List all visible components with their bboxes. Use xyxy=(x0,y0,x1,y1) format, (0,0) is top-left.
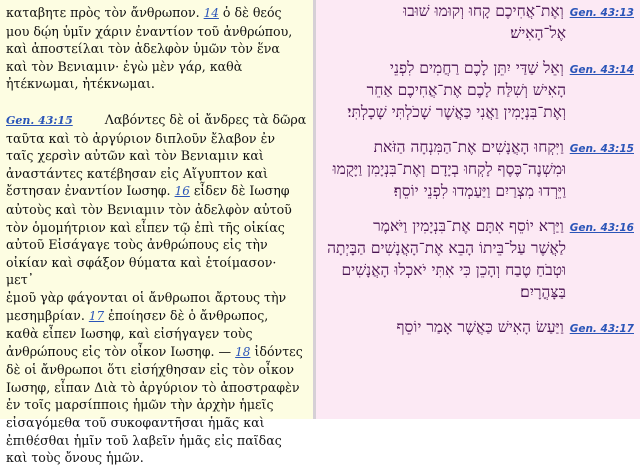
hebrew-verse-ref-link[interactable]: Gen. 43:16 xyxy=(569,222,634,234)
hebrew-line: בַּצָּהֳרָיִם׃ xyxy=(520,283,566,301)
verse-number-link[interactable]: 16 xyxy=(174,184,190,199)
greek-text: καὶ ἀποστείλαι τὸν ἀδελφὸν ὑμῶν τὸν ἕνα xyxy=(6,41,280,57)
verse-number-link[interactable]: 18 xyxy=(235,344,251,359)
greek-text: εἶδεν δὲ Ιωσηφ xyxy=(189,183,290,199)
hebrew-line: וַיַּרְא יוֹסֵף אִתָּם אֶת־בִּנְיָמִין וַיֹּאמֶר xyxy=(373,217,564,235)
greek-text: ἐμοῦ γὰρ φάγονται οἱ ἄνθρωποι ἄρτους τὴν xyxy=(6,289,287,305)
greek-line xyxy=(6,147,307,165)
greek-text: ἠτέκνωμαι, ἠτέκνωμαι. xyxy=(6,76,155,92)
hebrew-verse xyxy=(322,0,634,44)
hebrew-verse xyxy=(322,316,634,338)
greek-text: ἀνθρώπους εἰς τὸν οἶκον Ιωσηφ. — xyxy=(6,343,236,359)
greek-paragraph xyxy=(6,111,307,467)
greek-text: καταβητε πρὸς τὸν ἄνθρωπον. xyxy=(6,5,204,20)
greek-text: Λαβόντες δὲ οἱ ἄνδρες τὰ δῶρα xyxy=(72,111,307,127)
greek-text: οἰκίαν καὶ σφάξον θύματα καὶ ἑτοίμασον· μετ᾽ xyxy=(6,254,277,288)
greek-text: ἀναστάντες κατέβησαν εἰς Αἴγυπτον καὶ xyxy=(6,165,268,181)
greek-line xyxy=(6,201,307,219)
verse-number-link[interactable]: 14 xyxy=(203,6,219,20)
greek-line xyxy=(6,254,307,289)
greek-line xyxy=(6,379,307,397)
hebrew-verse-ref-link[interactable]: Gen. 43:17 xyxy=(569,323,634,335)
greek-text: Ιωσηφ, εἶπαν Διὰ τὸ ἀργύριον τὸ ἀποστραφὲν xyxy=(6,379,300,395)
greek-text: ἰδόντες xyxy=(250,343,303,359)
greek-text: καθὰ εἶπεν Ιωσηφ, καὶ εἰσήγαγεν τοὺς xyxy=(6,326,253,342)
greek-text: αὐτοὺς καὶ τὸν Βενιαμιν τὸν ἀδελφὸν αὐτοῦ xyxy=(6,201,292,217)
greek-text: ἐπιθέσθαι ἡμῖν τοῦ λαβεῖν ἡμᾶς εἰς παῖδας xyxy=(6,432,282,448)
hebrew-line: הָאִישׁ וְשִׁלַּח לָכֶם אֶת־אֲחִיכֶם אַחֵר xyxy=(366,81,566,99)
greek-text: ὁ δὲ θεός xyxy=(218,5,282,20)
greek-line xyxy=(6,414,307,432)
hebrew-verse-first-row xyxy=(322,57,634,79)
hebrew-line: וְאֶת־בִּנְיָמִין וַאֲנִי כַּאֲשֶׁר שָׁכֹלְתִּי שָׁכָלְתִּי׃ xyxy=(347,103,566,121)
hebrew-line: וַיֵּרְדוּ מִצְרַיִם וַיַּעַמְדוּ לִפְנֵי יוֹסֵף׃ xyxy=(393,182,566,200)
hebrew-verse xyxy=(322,57,634,123)
greek-text: τὸν ὁμομήτριον καὶ εἶπεν τῷ ἐπὶ τῆς οἰκίας xyxy=(6,219,285,235)
greek-paragraph xyxy=(6,4,307,93)
greek-line xyxy=(6,182,307,201)
greek-text: δὲ οἱ ἄνθρωποι ὅτι εἰσήχθησαν εἰς τὸν οἶκον xyxy=(6,362,295,378)
greek-line xyxy=(6,361,307,379)
hebrew-line: וּמִשְׁנֶה־כֶּסֶף לָקְחוּ בְיָדָם וְאֶת־בִּנְיָמִן וַיָּקֻמוּ xyxy=(332,160,566,178)
greek-line xyxy=(6,307,307,326)
hebrew-verse-ref-link[interactable]: Gen. 43:14 xyxy=(569,64,634,76)
hebrew-line: וְאֶת־אֲחִיכֶם קָחוּ וְקוּמוּ שׁוּבוּ xyxy=(403,2,564,20)
greek-line xyxy=(6,75,307,93)
greek-line xyxy=(6,23,307,41)
hebrew-verse xyxy=(322,136,634,202)
hebrew-verse xyxy=(322,215,634,303)
hebrew-line: וּטְבֹחַ טֶבַח וְהָכֵן כִּי אִתִּי יֹאכְלוּ הָאֲנָשִׁים xyxy=(341,261,566,279)
greek-text-pane xyxy=(0,0,313,466)
hebrew-line: וַיִּקְחוּ הָאֲנָשִׁים אֶת־הַמִּנְחָה הַזֹּאת xyxy=(373,138,564,156)
greek-text: ἐποίησεν δὲ ὁ ἄνθρωπος, xyxy=(104,307,269,323)
hebrew-line: אֶל־הָאִישׁ׃ xyxy=(510,24,566,42)
hebrew-line: לַאֲשֶׁר עַל־בֵּיתוֹ הָבֵא אֶת־הָאֲנָשִׁים הַבָּיְתָה xyxy=(327,239,566,257)
greek-line xyxy=(6,343,307,362)
greek-line xyxy=(6,40,307,58)
greek-line xyxy=(6,58,307,76)
greek-text: ἔστησαν ἐναντίον Ιωσηφ. xyxy=(6,183,175,199)
greek-line xyxy=(6,236,307,254)
greek-text: καὶ τὸν Βενιαμιν· ἐγὼ μὲν γάρ, καθὰ xyxy=(6,58,243,74)
greek-line xyxy=(6,4,307,23)
greek-text: εἰσαγόμεθα τοῦ συκοφαντῆσαι ἡμᾶς καὶ xyxy=(6,415,265,431)
greek-text: ταῖς χερσὶν αὐτῶν καὶ τὸν Βενιαμιν καὶ xyxy=(6,148,264,164)
greek-line xyxy=(6,449,307,467)
hebrew-line: וְאֵל שַׁדַּי יִתֵּן לָכֶם רַחֲמִים לִפְנֵי xyxy=(389,59,564,77)
hebrew-verse-first-row xyxy=(322,0,634,22)
greek-text: μου δῴη ὑμῖν χάριν ἐναντίον τοῦ ἀνθρώπου, xyxy=(6,23,293,39)
greek-text: καὶ τοὺς ὄνους ἡμῶν. xyxy=(6,450,144,466)
verse-number-link[interactable]: 17 xyxy=(88,308,105,323)
hebrew-verse-first-row xyxy=(322,215,634,237)
hebrew-text-pane xyxy=(316,0,640,419)
greek-text: ἐν τοῖς μαρσίπποις ἡμῶν τὴν ἀρχὴν ἡμεῖς xyxy=(6,397,274,413)
hebrew-verse-ref-link[interactable]: Gen. 43:15 xyxy=(569,143,634,155)
greek-line xyxy=(6,396,307,414)
greek-line xyxy=(6,325,307,343)
greek-text: μεσημβρίαν. xyxy=(6,307,89,323)
hebrew-line: וַיַּעַשׂ הָאִישׁ כַּאֲשֶׁר אָמַר יוֹסֵף xyxy=(396,318,564,336)
greek-verse-ref-link[interactable]: Gen. 43:15 xyxy=(6,113,73,127)
greek-line xyxy=(6,130,307,148)
greek-line xyxy=(6,289,307,307)
greek-text: αὐτοῦ Εἰσάγαγε τοὺς ἀνθρώπους εἰς τὴν xyxy=(6,237,268,253)
greek-line xyxy=(6,111,307,130)
greek-text: ταῦτα καὶ τὸ ἀργύριον διπλοῦν ἔλαβον ἐν xyxy=(6,130,276,146)
greek-line xyxy=(6,219,307,237)
hebrew-verse-ref-link[interactable]: Gen. 43:13 xyxy=(569,7,634,19)
greek-line xyxy=(6,432,307,450)
hebrew-verse-first-row xyxy=(322,316,634,338)
greek-line xyxy=(6,165,307,183)
hebrew-verse-first-row xyxy=(322,136,634,158)
